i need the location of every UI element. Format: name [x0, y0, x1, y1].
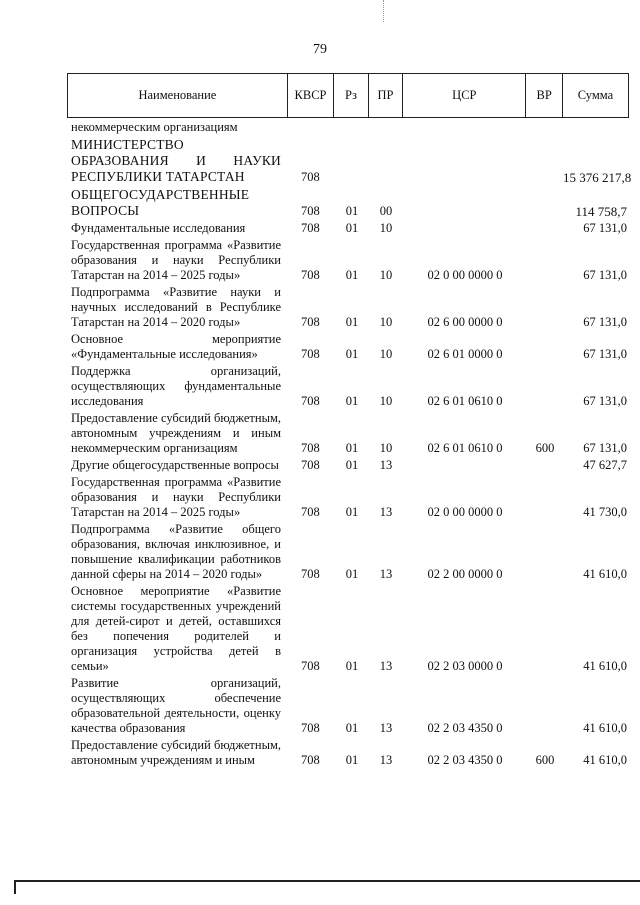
cell-kvsr: 708 — [301, 567, 320, 581]
cell-kvsr: 708 — [301, 441, 320, 455]
scan-artifact-line — [383, 0, 385, 22]
table-row — [67, 457, 629, 474]
cell-pr: 10 — [379, 441, 393, 455]
table-row — [67, 363, 629, 410]
cell-sum: 15 376 217,8 — [563, 170, 632, 185]
cell-rz: 01 — [345, 458, 359, 472]
budget-table — [67, 73, 632, 769]
table-row — [67, 521, 629, 583]
header-sum: Сумма — [577, 88, 614, 102]
cell-name: Предоставление субсидий бюджетным, автономным учреждениям и иным некоммерческим организациям — [71, 411, 281, 455]
cell-kvsr: 708 — [301, 315, 320, 329]
cell-kvsr: 708 — [301, 394, 320, 408]
cell-name: Предоставление субсидий бюджетным, автономным учреждениям и иным — [71, 738, 281, 767]
cell-sum: 47 627,7 — [583, 458, 627, 472]
table-row — [67, 737, 629, 769]
cell-sum: 67 131,0 — [583, 347, 627, 361]
table-row — [67, 410, 629, 457]
cell-kvsr: 708 — [301, 268, 320, 282]
cell-kvsr: 708 — [301, 204, 320, 218]
cell-rz: 01 — [345, 204, 359, 218]
cell-kvsr: 708 — [301, 505, 320, 519]
cell-sum: 41 610,0 — [583, 567, 627, 581]
cell-pr: 13 — [379, 753, 393, 767]
cell-csr: 02 2 03 4350 0 — [427, 753, 503, 767]
cell-name: Поддержка организаций, осуществляющих фундаментальные исследования — [71, 364, 281, 408]
cell-rz: 01 — [345, 505, 359, 519]
cell-name: Развитие организаций, осуществляющих обеспечение образовательной деятельности, оценку качества образования — [71, 676, 281, 735]
cell-name: МИНИСТЕРСТВО ОБРАЗОВАНИЯ И НАУКИ РЕСПУБЛИКИ ТАТАРСТАН — [71, 137, 281, 184]
cell-name: Подпрограмма «Развитие общего образования, включая инклюзивное, и повышение квалификации работников данной сферы на 2014 – 2020 годы» — [71, 522, 281, 581]
cell-rz: 01 — [345, 441, 359, 455]
cell-name: Государственная программа «Развитие образования и науки Республики Татарстан на 2014 – 2025 годы» — [71, 475, 281, 519]
table-body — [67, 118, 632, 769]
table-row — [67, 220, 629, 237]
cell-sum: 67 131,0 — [583, 221, 627, 235]
cell-csr: 02 6 00 0000 0 — [427, 315, 503, 329]
cell-pr: 13 — [379, 458, 393, 472]
cell-name: ОБЩЕГОСУДАРСТВЕННЫЕ ВОПРОСЫ — [71, 187, 250, 218]
cell-sum: 41 610,0 — [583, 659, 627, 673]
header-kvsr: КВСР — [288, 74, 334, 117]
cell-csr: 02 2 03 4350 0 — [427, 721, 503, 735]
cell-pr: 13 — [379, 567, 393, 581]
cell-pr: 10 — [379, 315, 393, 329]
cell-name: некоммерческим организациям — [71, 120, 238, 134]
cell-pr: 13 — [379, 659, 393, 673]
cell-pr: 00 — [379, 204, 393, 218]
cell-rz: 01 — [345, 567, 359, 581]
cell-kvsr: 708 — [301, 659, 320, 673]
cell-name: Основное мероприятие «Фундаментальные исследования» — [71, 332, 281, 361]
table-row — [67, 119, 629, 136]
header-csr: ЦСР — [403, 74, 526, 117]
cell-name: Основное мероприятие «Развитие системы государственных учреждений для детей-сирот и детей, оставшихся без попечения родителей и организация устройства детей в семьи» — [71, 584, 281, 673]
header-name: Наименование — [68, 74, 288, 117]
header-vr: ВР — [526, 74, 562, 117]
cell-vr: 600 — [535, 441, 555, 455]
cell-rz: 01 — [345, 753, 359, 767]
table-row — [67, 583, 629, 675]
cell-pr: 13 — [379, 721, 393, 735]
cell-csr: 02 6 01 0000 0 — [427, 347, 503, 361]
cell-name: Фундаментальные исследования — [71, 221, 246, 235]
cell-csr: 02 6 01 0610 0 — [427, 441, 503, 455]
cell-name: Другие общегосударственные вопросы — [71, 458, 279, 472]
table-row — [67, 675, 629, 737]
table-row — [67, 237, 629, 284]
cell-csr: 02 0 00 0000 0 — [427, 505, 503, 519]
cell-name: Государственная программа «Развитие образования и науки Республики Татарстан на 2014 – 2025 годы» — [71, 238, 281, 282]
cell-kvsr: 708 — [301, 221, 320, 235]
cell-name: Подпрограмма «Развитие науки и научных исследований в Республике Татарстан на 2014 – 2020 годы» — [71, 285, 281, 329]
cell-pr: 10 — [379, 221, 393, 235]
cell-sum: 41 610,0 — [583, 753, 627, 767]
cell-rz: 01 — [345, 394, 359, 408]
cell-csr: 02 2 03 0000 0 — [427, 659, 503, 673]
cell-rz: 01 — [345, 221, 359, 235]
cell-kvsr: 708 — [301, 458, 320, 472]
cell-kvsr: 708 — [301, 347, 320, 361]
cell-rz: 01 — [345, 315, 359, 329]
cell-sum: 41 730,0 — [583, 505, 627, 519]
cell-pr: 10 — [379, 394, 393, 408]
cell-vr: 600 — [535, 753, 555, 767]
cell-sum: 114 758,7 — [575, 204, 627, 219]
cell-kvsr: 708 — [301, 721, 320, 735]
cell-kvsr: 708 — [301, 753, 320, 767]
table-row — [67, 474, 629, 521]
cell-sum: 67 131,0 — [583, 394, 627, 408]
table-row — [67, 284, 629, 331]
cell-csr: 02 2 00 0000 0 — [427, 567, 503, 581]
scan-border — [14, 880, 640, 894]
cell-rz: 01 — [345, 347, 359, 361]
table-row — [67, 186, 629, 220]
table-row — [67, 331, 629, 363]
cell-rz: 01 — [345, 268, 359, 282]
cell-csr: 02 6 01 0610 0 — [427, 394, 503, 408]
cell-csr: 02 0 00 0000 0 — [427, 268, 503, 282]
cell-pr: 10 — [379, 347, 393, 361]
page-number: 79 — [313, 42, 327, 57]
cell-sum: 67 131,0 — [583, 315, 627, 329]
cell-pr: 10 — [379, 268, 393, 282]
cell-sum: 41 610,0 — [583, 721, 627, 735]
cell-kvsr: 708 — [301, 170, 320, 184]
header-pr: ПР — [369, 74, 404, 117]
cell-sum: 67 131,0 — [583, 441, 627, 455]
cell-rz: 01 — [345, 721, 359, 735]
cell-sum: 67 131,0 — [583, 268, 627, 282]
table-header — [67, 73, 629, 118]
cell-pr: 13 — [379, 505, 393, 519]
header-rz: Рз — [334, 74, 369, 117]
table-row — [67, 136, 632, 186]
cell-rz: 01 — [345, 659, 359, 673]
